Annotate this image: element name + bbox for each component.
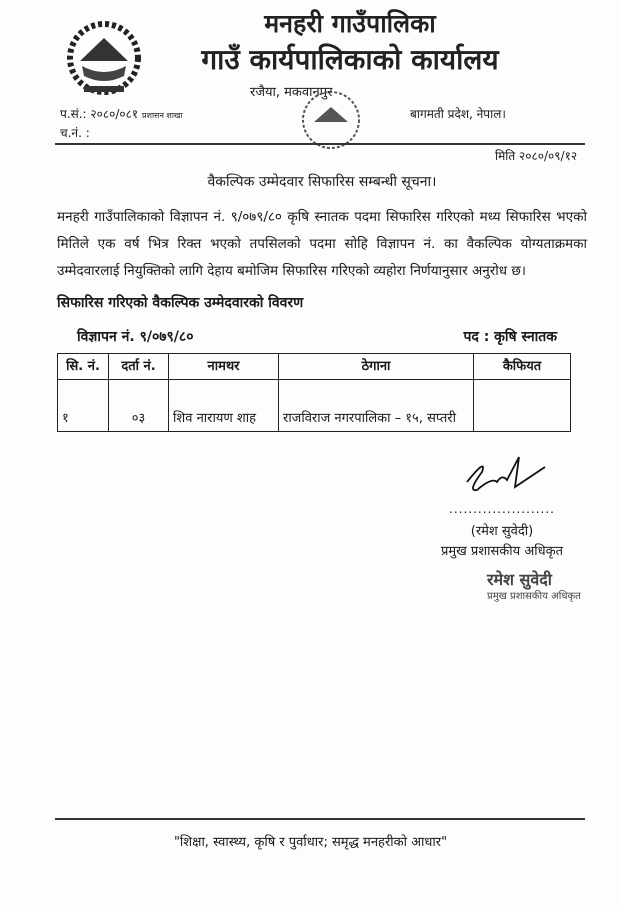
- signatory-stamp: रमेश सुवेदी प्रमुख प्रशासकीय अधिकृत: [487, 570, 581, 602]
- office-name: गाउँ कार्यपालिकाको कार्यालय: [201, 43, 499, 76]
- signature-block: [417, 452, 587, 604]
- cell-serial: १: [58, 380, 109, 432]
- cell-address: राजविराज नगरपालिका – १५, सप्तरी: [279, 380, 474, 432]
- province-label: बागमती प्रदेश, नेपाल।: [410, 107, 506, 121]
- header-reg-no: दर्ता नं.: [109, 354, 169, 380]
- section-title: सिफारिस गरिएको वैकल्पिक उम्मेदवारको विवरण: [57, 295, 304, 311]
- signature-line: ......................: [449, 502, 555, 516]
- dispatch-number: च.नं. :: [60, 126, 90, 140]
- cell-reg-no: ०३: [109, 380, 169, 432]
- footer-divider: [55, 818, 585, 820]
- header-name: नामथर: [169, 354, 279, 380]
- body-paragraph: मनहरी गाउँपालिकाको विज्ञापन नं. ९/०७९/८० कृषि स्नातक पदमा सिफारिस गरिएको मध्य सिफारिस भएको मितिले एक वर्ष भित्र रिक्त भएको तपसिलको पदमा सोहि विज्ञापन नं. का वैकल्पिक योग्यताक्रमका उम्मेदवारलाई नियुक्तिको लागि देहाय बमोजिम सिफारिस गरिएको व्यहोरा निर्णयानुसार अनुरोध छ।: [57, 209, 587, 279]
- table-header-row: [58, 354, 571, 380]
- reference-number: प.सं.: २०८०/०८१ प्रशासन शाखा: [60, 107, 183, 121]
- advertisement-number: विज्ञापन नं. ९/०७९/८०: [77, 329, 194, 345]
- letter-date: मिति २०८०/०९/१२: [495, 149, 578, 163]
- header-divider: [55, 143, 585, 145]
- office-seal-stamp: [296, 82, 366, 162]
- candidate-table: [57, 353, 571, 432]
- nepal-emblem-logo: [64, 16, 144, 96]
- signatory-name: (रमेश सुवेदी): [470, 524, 534, 539]
- header-remarks: कैफियत: [474, 354, 571, 380]
- cell-name: शिव नारायण शाह: [169, 380, 279, 432]
- header-address: ठेगाना: [279, 354, 474, 380]
- signature: [457, 452, 547, 502]
- advert-post-row: [57, 327, 587, 347]
- post-label: पद : कृषि स्नातक: [463, 329, 557, 345]
- letter-body: [57, 172, 587, 604]
- subject-heading: वैकल्पिक उम्मेदवार सिफारिस सम्बन्धी सूचना।: [207, 174, 437, 190]
- header-serial: सि. नं.: [58, 354, 109, 380]
- cell-remarks: [474, 380, 571, 432]
- footer-slogan: "शिक्षा, स्वास्थ्य, कृषि र पुर्वाधार; समृद्ध मनहरीको आधार": [173, 835, 448, 850]
- office-address: रजैया, मकवानपुर: [250, 85, 333, 100]
- municipality-name: मनहरी गाउँपालिका: [264, 9, 436, 38]
- table-row: [58, 380, 571, 432]
- signatory-title: प्रमुख प्रशासकीय अधिकृत: [440, 544, 564, 559]
